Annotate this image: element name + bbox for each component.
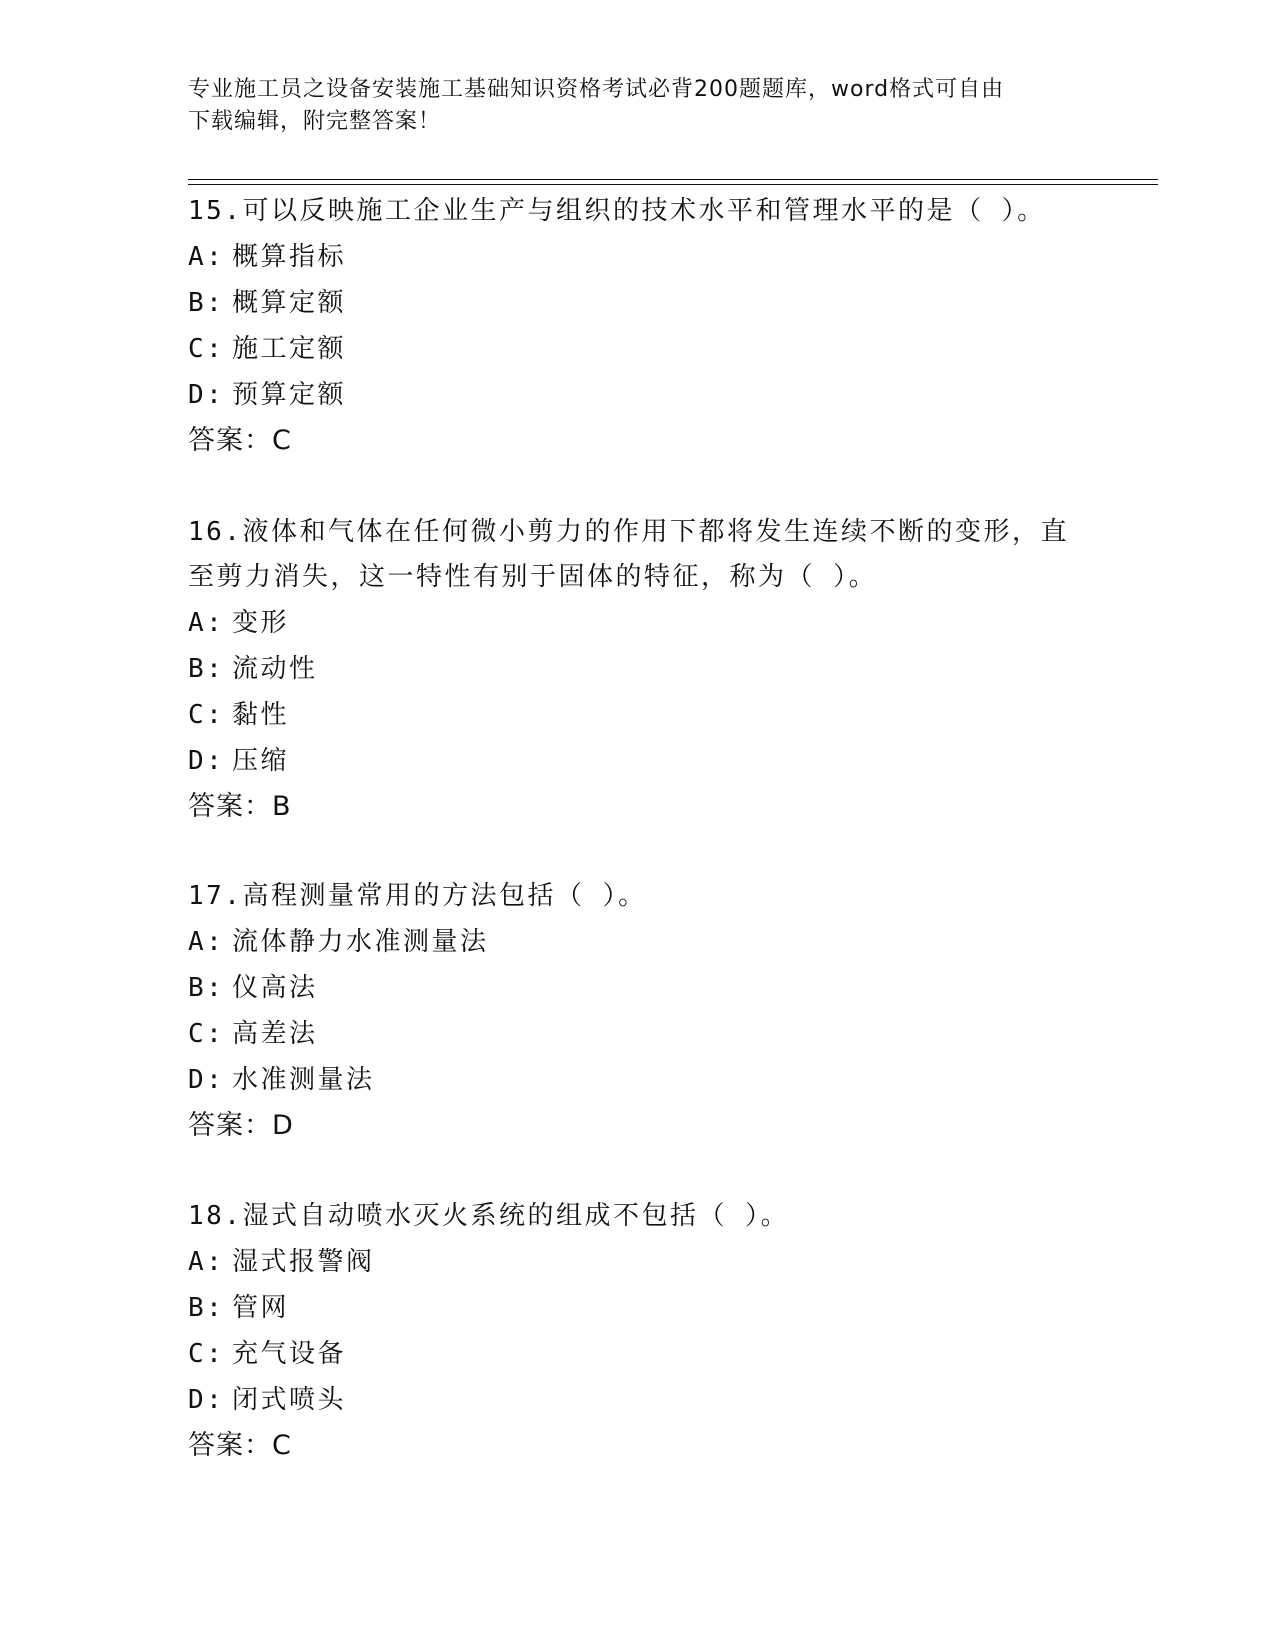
question-text-line-2: 至剪力消失，这一特性有别于固体的特征，称为（ ）。 [188,562,878,592]
question-18 [188,1194,1088,1469]
option-text: 流体静力水准测量法 [232,927,489,957]
option-b [188,965,1088,1011]
option-letter: D: [188,1385,225,1415]
option-letter: B: [188,973,225,1003]
option-text: 仪高法 [232,973,318,1003]
option-text: 概算定额 [232,288,347,318]
option-letter: A: [188,927,225,957]
header-divider-bottom [188,184,1158,185]
answer: 答案：B [188,791,292,822]
option-text: 管网 [232,1293,290,1323]
option-text: 黏性 [232,700,290,730]
option-text: 湿式报警阀 [232,1247,375,1277]
option-d [188,1377,1088,1423]
question-text: 15.可以反映施工企业生产与组织的技术水平和管理水平的是（ ）。 [188,196,1046,226]
header-divider-top [188,179,1158,180]
option-text: 压缩 [232,746,290,776]
option-letter: B: [188,654,225,684]
option-letter: D: [188,380,225,410]
header-line-1: 专业施工员之设备安装施工基础知识资格考试必背200题题库，word格式可自由 [188,77,1005,102]
option-c [188,1331,1088,1377]
option-c [188,1011,1088,1057]
option-c [188,692,1088,738]
answer: 答案：D [188,1110,294,1141]
option-text: 充气设备 [232,1339,347,1369]
option-letter: D: [188,1065,225,1095]
option-text: 水准测量法 [232,1065,375,1095]
option-letter: A: [188,1247,225,1277]
option-text: 高差法 [232,1019,318,1049]
option-a [188,1239,1088,1285]
option-a [188,234,1088,280]
option-letter: C: [188,334,225,364]
option-b [188,646,1088,692]
option-b [188,1285,1088,1331]
option-letter: A: [188,242,225,272]
option-letter: C: [188,700,225,730]
option-letter: C: [188,1339,225,1369]
option-text: 闭式喷头 [232,1385,347,1415]
question-17 [188,874,1088,1149]
option-b [188,280,1088,326]
option-a [188,600,1088,646]
option-letter: B: [188,1293,225,1323]
document-header [188,74,1088,138]
option-text: 流动性 [232,654,318,684]
option-d [188,372,1088,418]
option-text: 预算定额 [232,380,347,410]
answer: 答案：C [188,425,292,456]
header-line-2: 下载编辑，附完整答案！ [188,109,442,134]
option-letter: A: [188,608,225,638]
option-letter: D: [188,746,225,776]
option-letter: B: [188,288,225,318]
question-text: 18.湿式自动喷水灭火系统的组成不包括（ ）。 [188,1201,790,1231]
question-15 [188,189,1088,464]
answer: 答案：C [188,1430,292,1461]
option-text: 概算指标 [232,242,347,272]
option-d [188,738,1088,784]
option-a [188,919,1088,965]
question-text-line-1: 16.液体和气体在任何微小剪力的作用下都将发生连续不断的变形，直 [188,517,1069,547]
option-text: 施工定额 [232,334,347,364]
question-16 [188,510,1088,830]
option-c [188,326,1088,372]
option-letter: C: [188,1019,225,1049]
option-d [188,1057,1088,1103]
option-text: 变形 [232,608,290,638]
question-text: 17.高程测量常用的方法包括（ ）。 [188,881,647,911]
